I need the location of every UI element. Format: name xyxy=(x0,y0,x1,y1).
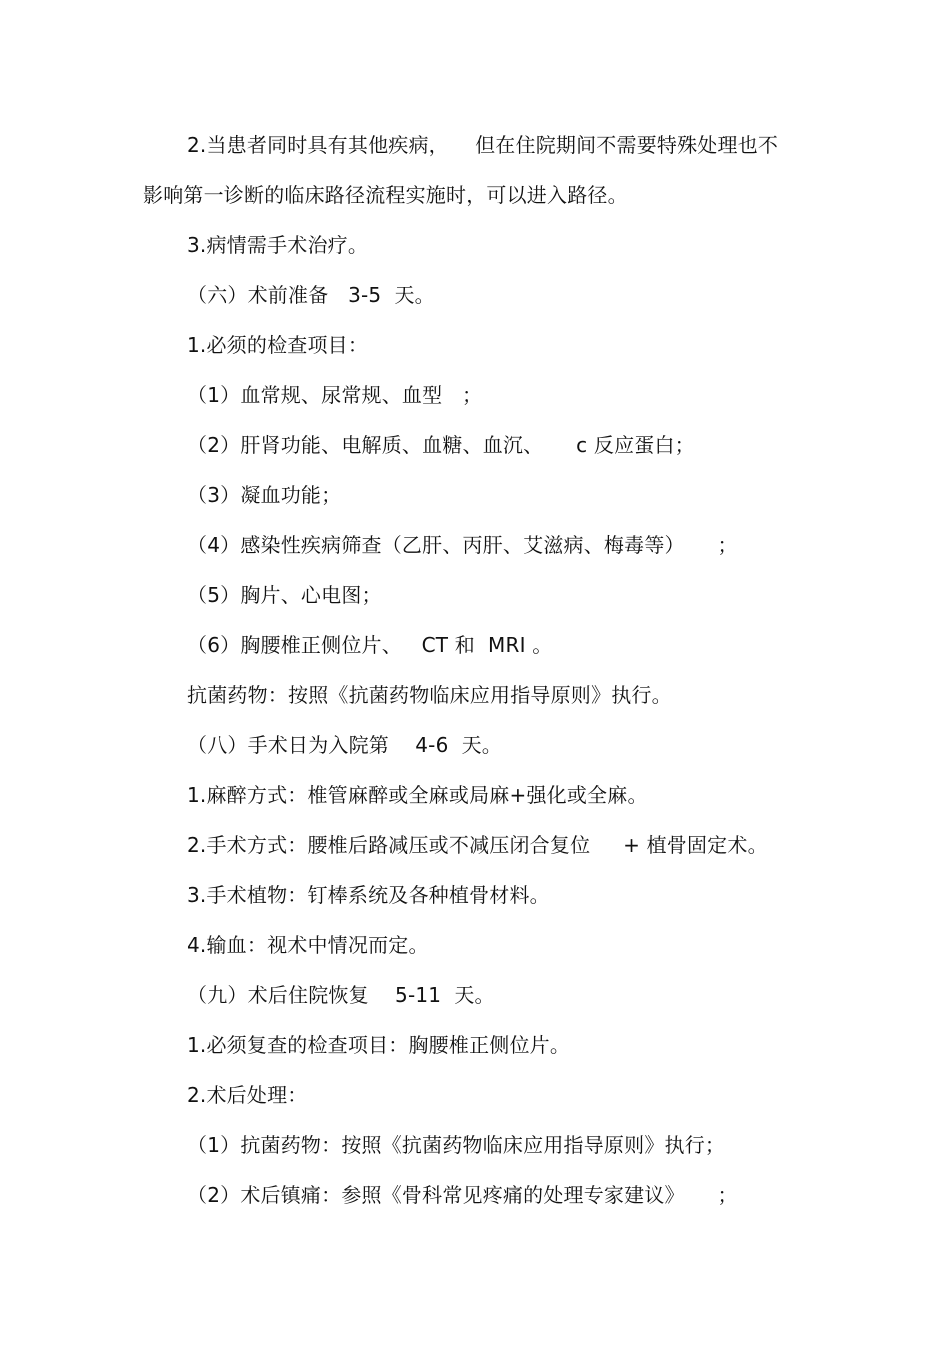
list-item-6: （6）胸腰椎正侧位片、 CT 和 MRI 。 xyxy=(187,633,553,657)
text-line-16: 3.手术植物：钉棒系统及各种植骨材料。 xyxy=(187,883,550,907)
list-item-postop-1: （1）抗菌药物：按照《抗菌药物临床应用指导原则》执行； xyxy=(187,1133,726,1157)
list-item-2: （2）肝肾功能、电解质、血糖、血沉、 c 反应蛋白； xyxy=(187,433,695,457)
section-heading-8: （八）手术日为入院第 4-6 天。 xyxy=(187,733,503,757)
text-line-17: 4.输血：视术中情况而定。 xyxy=(187,933,429,957)
list-item-postop-2: （2）术后镇痛：参照《骨科常见疼痛的处理专家建议》 ； xyxy=(187,1183,738,1207)
text-line-15: 2.手术方式：腰椎后路减压或不减压闭合复位 + 植骨固定术。 xyxy=(187,833,768,857)
text-line-12: 抗菌药物：按照《抗菌药物临床应用指导原则》执行。 xyxy=(187,683,672,707)
section-heading-6: （六）术前准备 3-5 天。 xyxy=(187,283,435,307)
text-line-19: 1.必须复查的检查项目：胸腰椎正侧位片。 xyxy=(187,1033,571,1057)
list-item-3: （3）凝血功能； xyxy=(187,483,342,507)
list-item-1: （1）血常规、尿常规、血型 ； xyxy=(187,383,483,407)
list-item-5: （5）胸片、心电图； xyxy=(187,583,382,607)
list-item-4: （4）感染性疾病筛查（乙肝、丙肝、艾滋病、梅毒等） ； xyxy=(187,533,738,557)
text-line-14: 1.麻醉方式：椎管麻醉或全麻或局麻+强化或全麻。 xyxy=(187,783,648,807)
text-line-2: 影响第一诊断的临床路径流程实施时，可以进入路径。 xyxy=(143,183,628,207)
text-line-3: 3.病情需手术治疗。 xyxy=(187,233,369,257)
text-line-1: 2.当患者同时具有其他疾病， 但在住院期间不需要特殊处理也不 xyxy=(187,133,779,157)
section-heading-9: （九）术后住院恢复 5-11 天。 xyxy=(187,983,495,1007)
text-line-5: 1.必须的检查项目： xyxy=(187,333,369,357)
text-line-20: 2.术后处理： xyxy=(187,1083,308,1107)
